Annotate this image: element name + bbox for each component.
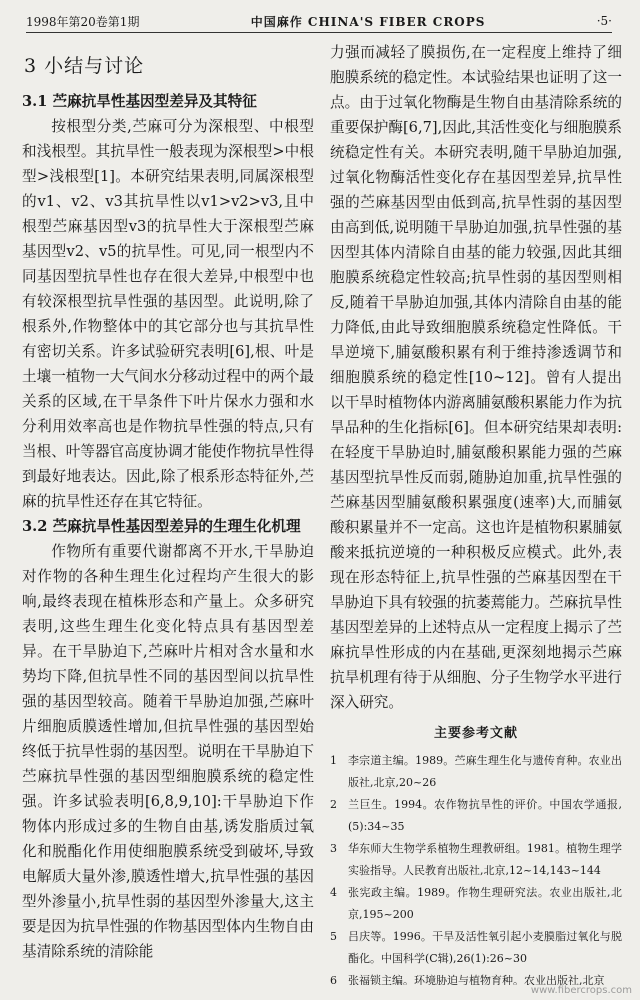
reference-item (330, 838, 622, 882)
reference-number: 2 (330, 798, 337, 811)
reference-number: 1 (330, 754, 337, 767)
header-journal: 中国麻作 CHINA'S FIBER CROPS (250, 14, 486, 29)
reference-number: 5 (330, 930, 337, 943)
running-header (26, 10, 612, 33)
reference-list (330, 750, 622, 985)
reference-number: 6 (330, 974, 337, 985)
watermark: www.fibercrops.com (530, 985, 632, 996)
header-issue: 1998年第20卷第1期 (26, 14, 140, 29)
right-column (330, 40, 622, 985)
section-title: 3 小结与讨论 (24, 55, 145, 77)
subsection-title-3-2: 3.2 苎麻抗旱性基因型差异的生理生化机理 (22, 518, 301, 535)
references-heading: 主要参考文献 (433, 726, 518, 741)
left-column (22, 40, 314, 985)
reference-text: 张福锁主编。环境胁迫与植物育种。农业出版社,北京 (348, 974, 605, 985)
reference-item (330, 882, 622, 926)
reference-number: 3 (330, 842, 337, 855)
paragraph: 按根型分类,苎麻可分为深根型、中根型和浅根型。其抗旱性一般表现为深根型>中根型>浅根型[1]。本研究结果表明,同属深根型的v1、v2、v3其抗旱性以v1>v2>v3,且中根型苎麻基因型v3的抗旱性大于深根型苎麻基因型v2、v5的抗旱性。可见,同一根型内不同基因型抗旱性也存在很大差异,中根型中也有较深根型抗旱性强的基因型。此说明,除了根系外,作物整体中的其它部分也与其抗旱性有密切关系。许多试验研究表明[6],根、叶是土壤一植物一大气间水分移动过程中的两个最关系的区域,在干旱条件下叶片保水力强和水分利用效率高也是作物抗旱性强的特点,只有当根、叶等器官高度协调才能使作物抗旱性得到最好地表达。因此,除了根系形态特征外,苎麻的抗旱性还存在其它特征。 (22, 118, 314, 510)
reference-item (330, 794, 622, 838)
reference-item (330, 750, 622, 794)
reference-text: 张宪政主编。1989。作物生理研究法。农业出版社,北京,195~200 (348, 886, 622, 921)
header-page-number: ·5· (596, 14, 612, 28)
reference-item (330, 970, 622, 985)
subsection-title-3-1: 3.1 苎麻抗旱性基因型差异及其特征 (22, 93, 257, 110)
reference-text: 李宗道主编。1989。苎麻生理生化与遗传育种。农业出版社,北京,20~26 (348, 754, 622, 789)
paragraph-continued: 力强而减轻了膜损伤,在一定程度上维持了细胞膜系统的稳定性。本试验结果也证明了这一点。由于过氧化物酶是生物自由基清除系统的重要保护酶[6,7],因此,其活性变化与细胞膜系统稳定性有关。本研究表明,随干旱胁迫加强,过氧化物酶活性变化存在基因型差异,抗旱性强的苎麻基因型由低到高,抗旱性弱的基因型由高到低,说明随干旱胁迫加强,抗旱性强的基因型其体内清除自由基的能力较强,因此其细胞膜系统稳定性较高;抗旱性弱的基因型则相反,随着干旱胁迫加强,其体内清除自由基的能力降低,由此导致细胞膜系统稳定性降低。干旱逆境下,脯氨酸积累有利于维持渗透调节和细胞膜系统的稳定性[10~12]。曾有人提出以干旱时植物体内游离脯氨酸积累能力作为抗旱品种的生化指标[6]。但本研究结果却表明:在轻度干旱胁迫时,脯氨酸积累能力强的苎麻基因型抗旱性反而弱,随胁迫加重,抗旱性强的苎麻基因型脯氨酸积累强度(速率)大,而脯氨酸积累量并不一定高。这也许是植物积累脯氨酸来抵抗逆境的一种积极反应模式。此外,表现在形态特征上,抗旱性强的苎麻基因型在干旱胁迫下具有较强的抗萎蔫能力。苎麻抗旱性基因型差异的上述特点从一定程度上揭示了苎麻抗旱性形成的内在基础,更深刻地揭示苎麻抗旱机理有待于从细胞、分子生物学水平进行深入研究。 (330, 44, 622, 711)
paragraph: 作物所有重要代谢都离不开水,干旱胁迫对作物的各种生理生化过程均产生很大的影响,最终表现在植株形态和产量上。众多研究表明,这些生理生化变化特点具有基因型差异。在干旱胁迫下,苎麻叶片相对含水量和水势均下降,但抗旱性不同的基因型间以抗旱性强的基因型较高。随着干旱胁迫加强,苎麻叶片细胞质膜透性增加,但抗旱性强的基因型始终低于抗旱性弱的基因型。说明在干旱胁迫下苎麻抗旱性强的基因型细胞膜系统的稳定性强。许多试验表明[6,8,9,10]:干旱胁迫下作物体内形成过多的生物自由基,诱发脂质过氧化和脱酯化作用使细胞膜系统受到破坏,导致电解质大量外渗,膜透性增大,抗旱性强的基因型外渗量小,抗旱性弱的基因型外渗量大,这主要是因为抗旱性强的作物基因型体内生物自由基清除系统的清除能 (22, 543, 314, 960)
reference-text: 吕庆等。1996。干旱及活性氧引起小麦膜脂过氧化与脱酯化。中国科学(C辑),26(1):26~30 (348, 930, 622, 965)
reference-number: 4 (330, 886, 337, 899)
reference-text: 华东师大生物学系植物生理教研组。1981。植物生理学实验指导。人民教育出版社,北京,12~14,143~144 (348, 842, 622, 877)
reference-text: 兰巨生。1994。农作物抗旱性的评价。中国农学通报,(5):34~35 (348, 798, 622, 833)
reference-item (330, 926, 622, 970)
